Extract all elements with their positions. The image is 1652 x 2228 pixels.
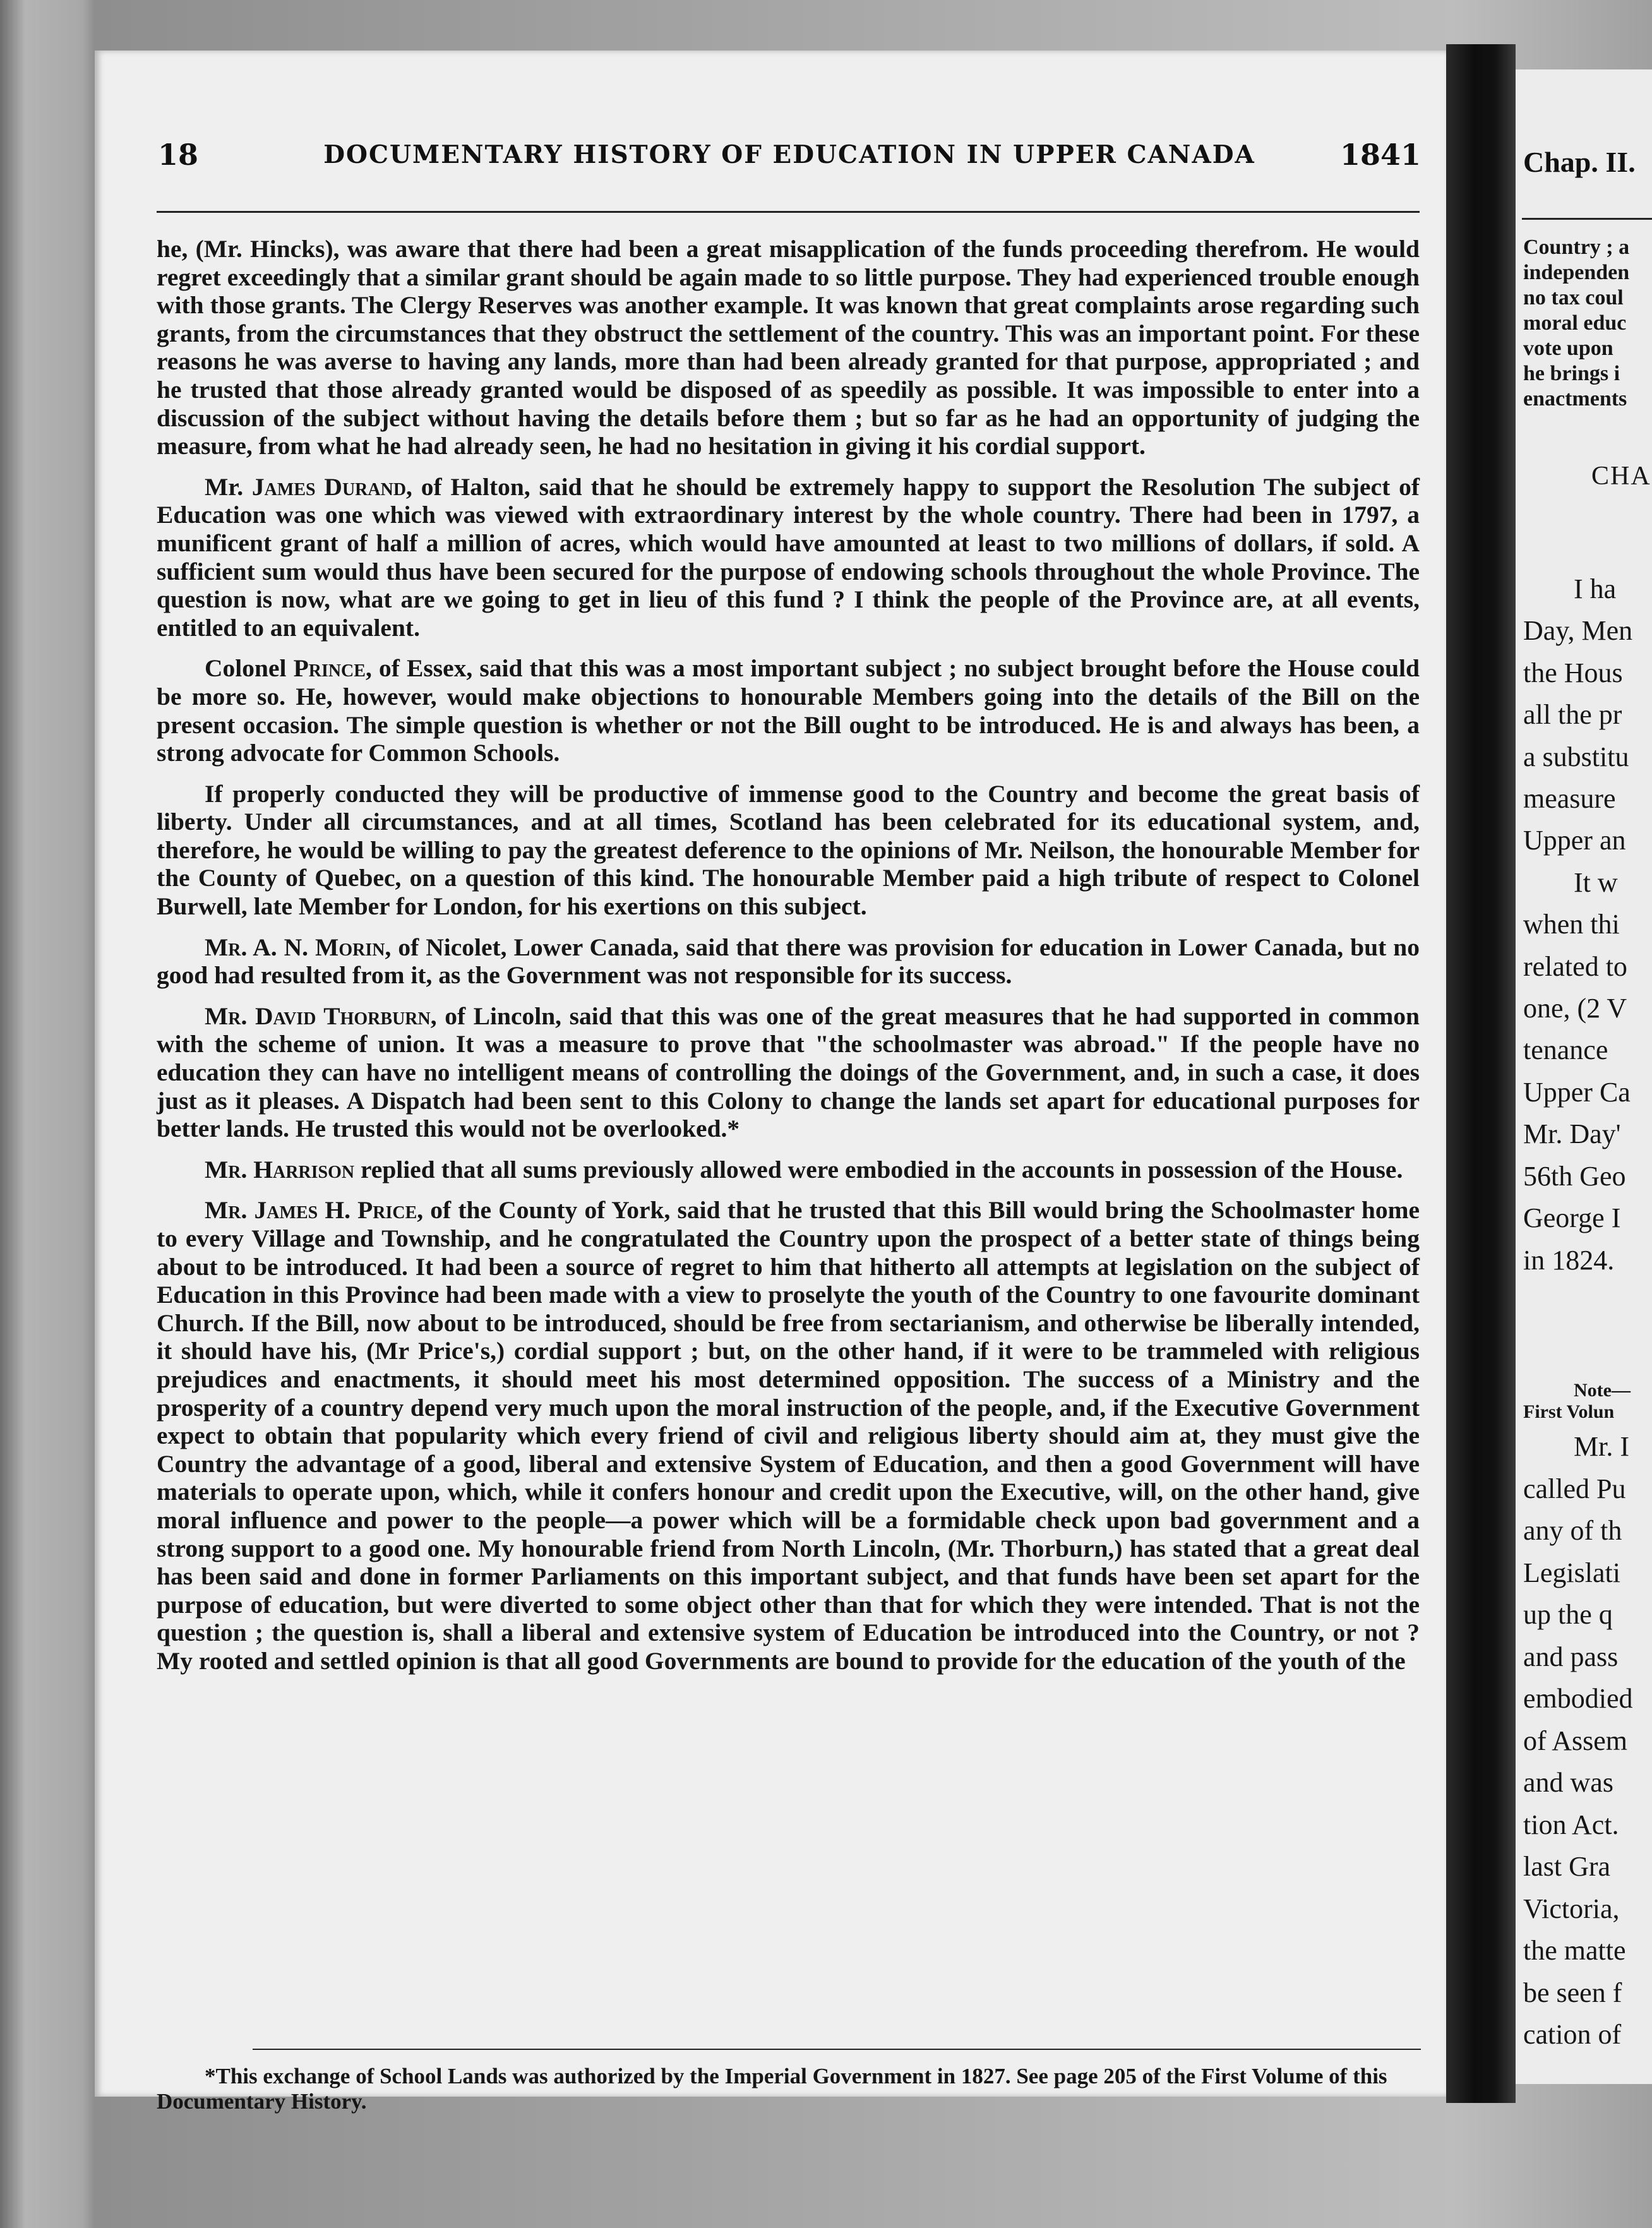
- text-line: Legislati: [1523, 1557, 1620, 1588]
- text-line: last Gra: [1523, 1851, 1611, 1882]
- paragraph: [157, 933, 1420, 990]
- paragraph-text: replied that all sums previously allowed were embodied in the accounts in possession of the House.: [354, 1155, 1403, 1183]
- header-rule: [157, 211, 1420, 213]
- chapter-heading: CHA: [1591, 462, 1651, 491]
- text-line: George I: [1523, 1202, 1621, 1234]
- text-line: related to: [1523, 950, 1627, 982]
- page-number: 18: [158, 138, 199, 172]
- text-line: I ha: [1574, 573, 1617, 604]
- text-line: called Pu: [1523, 1473, 1626, 1504]
- text-line: 56th Geo: [1523, 1160, 1626, 1192]
- text-line: Note—: [1574, 1380, 1631, 1401]
- right-header-rule: [1522, 218, 1652, 220]
- paragraph: [157, 654, 1420, 767]
- text-line: moral educ: [1523, 311, 1627, 335]
- text-line: Upper Ca: [1523, 1076, 1631, 1108]
- paragraph-text: , of Essex, said that this was a most important subject ; no subject brought before the House could be more so. He, however, would make objections to honourable Members going into the details of the Bill on the present occasion. The simple question is whether or not the Bill ought to be introduced. He is and always has been, a strong advocate for Common Schools.: [157, 654, 1420, 767]
- text-line: Day, Men: [1523, 615, 1633, 647]
- speaker-name: Mr. Harrison: [205, 1155, 355, 1183]
- book-gutter: [1446, 44, 1516, 2103]
- speaker-name: Prince: [293, 654, 366, 683]
- text-line: when thi: [1523, 909, 1620, 940]
- speaker-name: Mr. A. N. Morin: [205, 933, 385, 961]
- right-page-body-2: [1523, 1426, 1633, 2056]
- text-line: all the pr: [1523, 699, 1622, 731]
- text-line: measure: [1523, 783, 1616, 815]
- text-line: It w: [1574, 866, 1618, 898]
- text-line: Mr. Day': [1523, 1118, 1621, 1150]
- text-line: Victoria,: [1523, 1893, 1620, 1924]
- text-line: vote upon: [1523, 337, 1613, 360]
- text-line: tion Act.: [1523, 1809, 1619, 1840]
- text-line: one, (2 V: [1523, 993, 1627, 1024]
- text-line: up the q: [1523, 1599, 1613, 1630]
- paragraph-text: , of the County of York, said that he trusted that this Bill would bring the Schoolmaster home to every Village and Township, and he congratulated the Country upon the prospect of a better state of things being about to be introduced. It had been a source of regret to him that hitherto all attempts at legislation on the subject of Education in this Province had been made with a view to proselyte the youth of the Country to one favourite dominant Church. If the Bill, now about to be introduced, should be free from sectarianism, and otherwise be liberally intended, it should have his, (Mr Price's,) cordial support ; but, on the other hand, if it were to be trammeled with religious prejudices and enactments, it should meet his most determined opposition. The success of a Ministry and the prosperity of a country depend very much upon the moral instruction of the people, and, if the Executive Government expect to obtain that popularity which every friend of civil and religious liberty should aim at, they must give the Country the advantage of a good, liberal and extensive System of Education, and then a good Government will have materials to operate upon, which, while it confers honour and credit upon the Executive, will, on the other hand, give moral influence and power to the people—a power which will be a formidable check upon bad government and a strong support to a good one. My honourable friend from North Lincoln, (Mr. Thorburn,) has stated that a great deal has been said and done in former Parliaments on this important subject, and that funds have been set apart for the purpose of education, but were diverted to some object other than that for which they were intended. That is not the question ; the question is, shall a liberal and extensive system of Education be introduced into the Country, or not ? My rooted and settled opinion is that all good Governments are bound to provide for the education of the youth of the: [157, 1196, 1420, 1675]
- text-line: First Volun: [1523, 1401, 1615, 1422]
- text-line: and pass: [1523, 1641, 1619, 1672]
- text-line: no tax coul: [1523, 286, 1624, 309]
- text-line: of Assem: [1523, 1725, 1627, 1756]
- text-line: and was: [1523, 1767, 1613, 1798]
- paragraph: [157, 473, 1420, 642]
- paragraph-text: , of Lincoln, said that this was one of the great measures that he had supported in common with the scheme of union. It was a measure to prove that "the schoolmaster was abroad." If the people have no education they can have no intelligent means of controlling the doings of the Government, and, in such a case, it does just as it pleases. A Dispatch had been sent to this Colony to change the lands set apart for educational purposes for better lands. He trusted this would not be overlooked.*: [157, 1002, 1420, 1143]
- speaker-prefix: Mr.: [205, 472, 252, 501]
- text-line: a substitu: [1523, 741, 1629, 772]
- right-page-note: [1523, 1380, 1631, 1423]
- footnote-rule: [253, 2049, 1421, 2050]
- text-line: embodied: [1523, 1683, 1633, 1714]
- header-year: 1841: [1339, 138, 1421, 172]
- paragraph: [157, 780, 1420, 921]
- speaker-name: Mr. James H. Price: [205, 1196, 417, 1225]
- text-line: any of th: [1523, 1515, 1622, 1546]
- text-line: be seen f: [1523, 1977, 1622, 2008]
- paragraph-text: he, (Mr. Hincks), was aware that there had been a great misapplication of the funds proceeding therefrom. He would regret exceedingly that a similar grant should be again made to so little purpose. They had experienced trouble enough with those grants. The Clergy Reserves was another example. It was known that great complaints arose regarding such grants, from the circumstances that they obstruct the settlement of the country. This was an important point. For these reasons he was averse to having any lands, more than had been already granted for that purpose, appropriated ; and he trusted that those already granted would be disposed of as speedily as possible. It was impossible to enter into a discussion of the subject without having the details before them ; but so far as he had an opportunity of judging the measure, from what he had already seen, he had no hesitation in giving it his cordial support.: [157, 235, 1420, 460]
- paragraph: [157, 1196, 1420, 1675]
- text-line: enactments: [1523, 387, 1627, 410]
- paragraph: [157, 1156, 1420, 1184]
- paragraph-text: , of Nicolet, Lower Canada, said that there was provision for education in Lower Canada, but no good had resulted from it, as the Government was not responsible for its success.: [157, 933, 1420, 990]
- speaker-name: Mr. David Thorburn: [205, 1002, 431, 1030]
- text-line: Mr. I: [1574, 1431, 1629, 1462]
- paragraph-text: If properly conducted they will be productive of immense good to the Country and become the great basis of liberty. Under all circumstances, and at all times, Scotland has been celebrated for its educational system, and, therefore, he would be willing to pay the greatest deference to the opinions of Mr. Neilson, the honourable Member for the County of Quebec, on a question of this kind. The honourable Member paid a high tribute of respect to Colonel Burwell, late Member for London, for his exertions on this subject.: [157, 779, 1420, 921]
- speaker-prefix: Colonel: [205, 654, 294, 683]
- paragraph-text: , of Halton, said that he should be extremely happy to support the Resolution The subject of Education was one which was viewed with extraordinary interest by the whole country. There had been in 1797, a munificent grant of half a million of acres, which would have amounted at least to two millions of dollars, if sold. A sufficient sum would thus have been secured for the purpose of endowing schools throughout the whole Province. The question is now, what are we going to get in lieu of this fund ? I think the people of the Province are, at all events, entitled to an equivalent.: [157, 472, 1420, 642]
- text-line: Upper an: [1523, 825, 1626, 856]
- text-line: in 1824.: [1523, 1244, 1615, 1276]
- text-line: independen: [1523, 261, 1630, 284]
- right-page: [1516, 69, 1652, 2084]
- footnote: *This exchange of School Lands was authorized by the Imperial Government in 1827. See page 205 of the First Volume of this Documentary History.: [157, 2064, 1387, 2114]
- body-text: [157, 235, 1420, 1688]
- page-header: [158, 138, 1421, 176]
- paragraph: [157, 235, 1420, 460]
- text-line: he brings i: [1523, 362, 1620, 385]
- text-line: Country ; a: [1523, 236, 1630, 259]
- right-page-body: [1523, 568, 1632, 1281]
- text-line: tenance: [1523, 1034, 1608, 1066]
- running-title: DOCUMENTARY HISTORY OF EDUCATION IN UPPER CANADA: [323, 140, 1255, 169]
- paragraph: [157, 1002, 1420, 1143]
- text-line: the Hous: [1523, 657, 1623, 688]
- text-line: cation of: [1523, 2019, 1622, 2050]
- right-page-header: Chap. II.: [1523, 146, 1636, 178]
- right-page-small-text: [1523, 235, 1629, 412]
- speaker-name: James Durand: [251, 472, 407, 501]
- text-line: the matte: [1523, 1935, 1626, 1966]
